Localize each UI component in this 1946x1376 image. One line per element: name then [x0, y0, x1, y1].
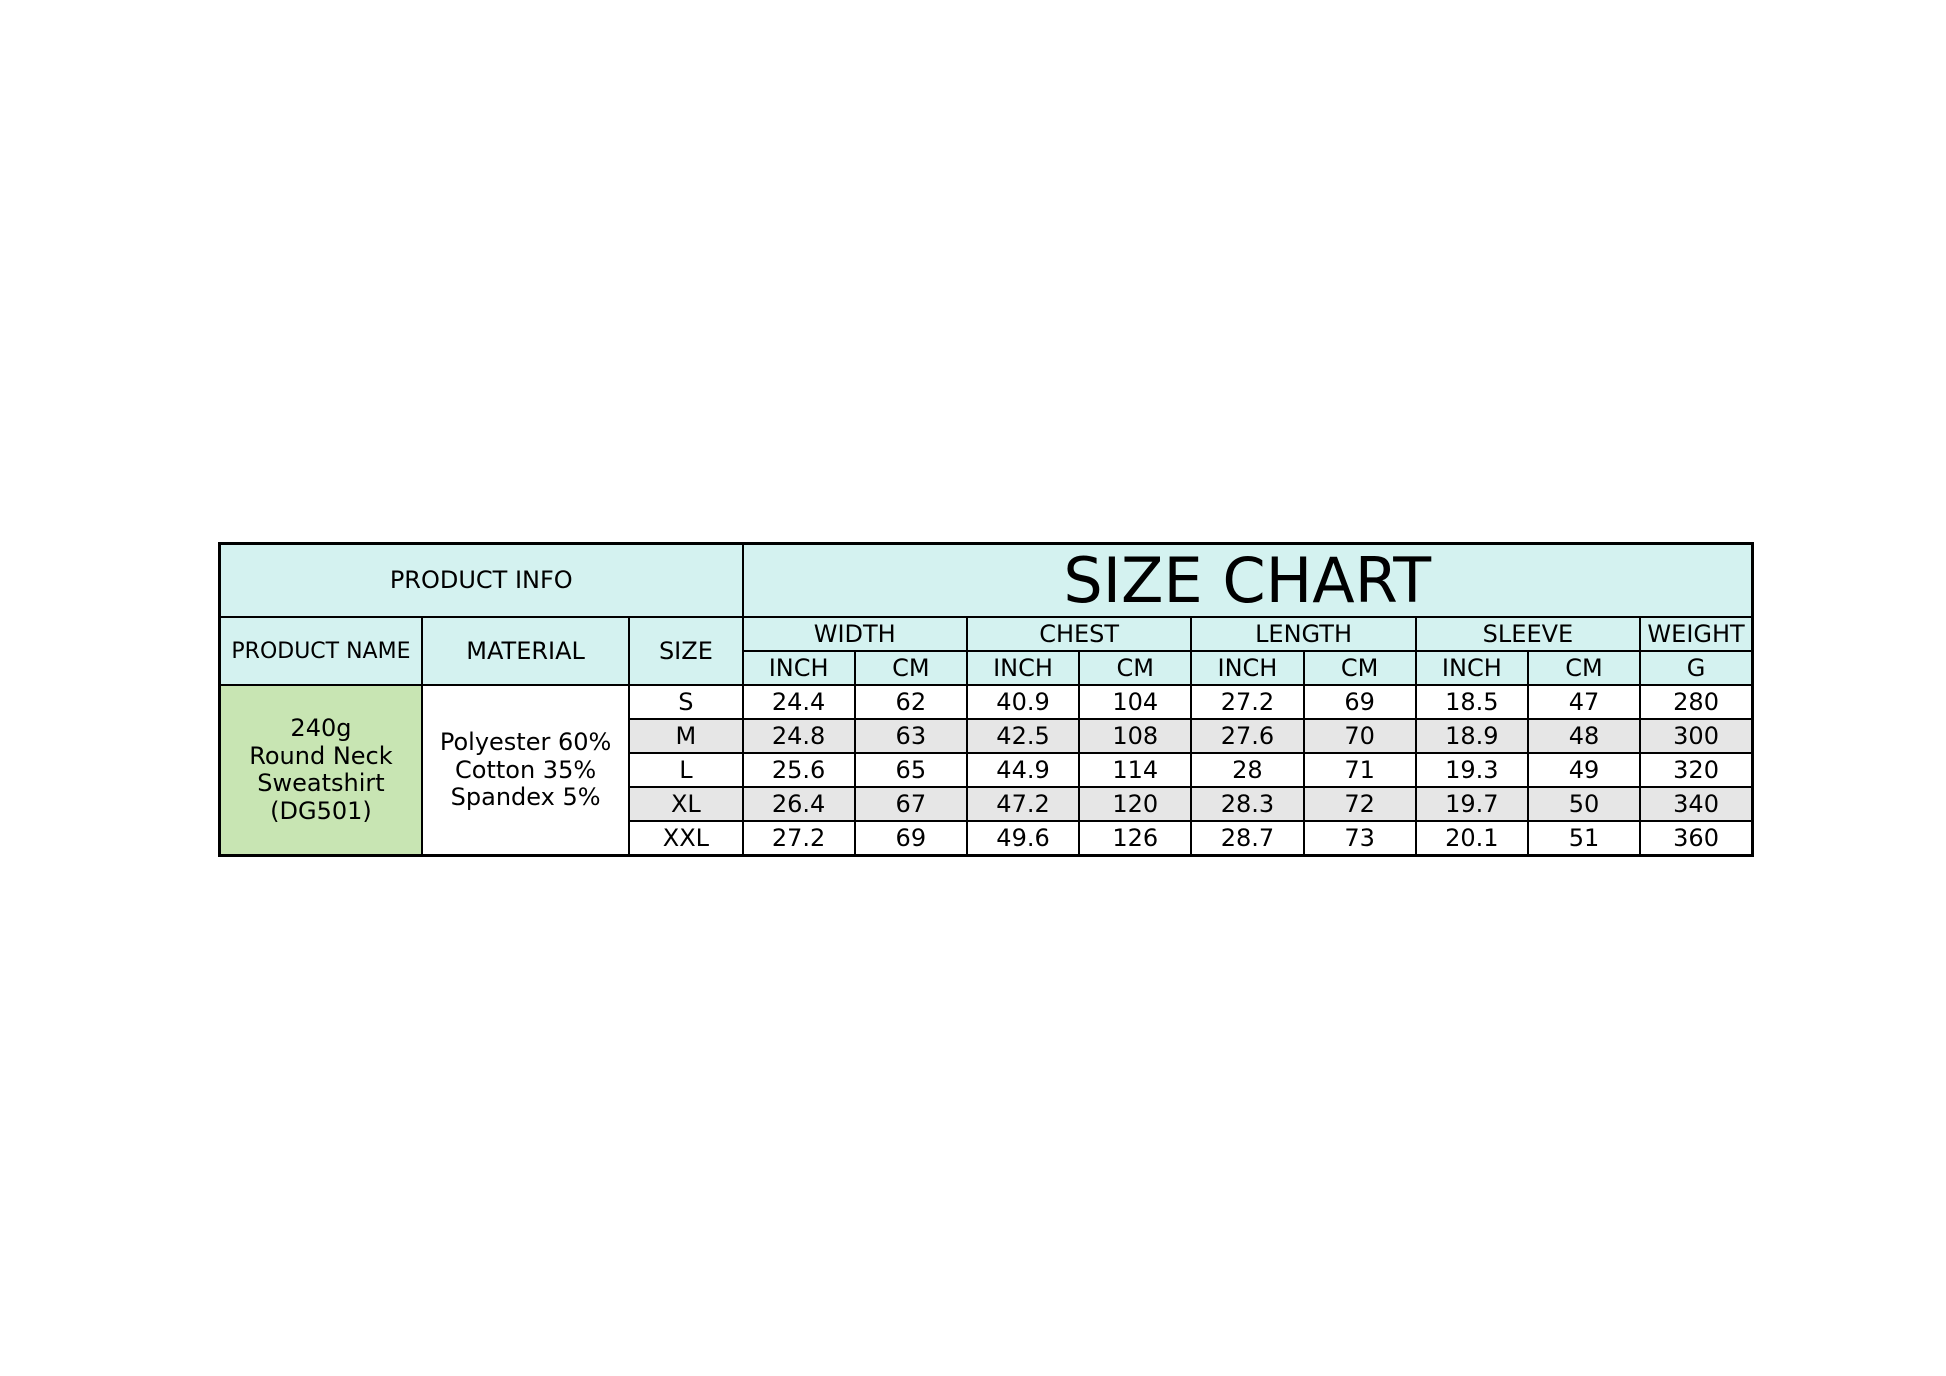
value-cell: 26.4 — [743, 787, 855, 821]
size-chart-title: SIZE CHART — [743, 544, 1753, 618]
value-cell: 49.6 — [967, 821, 1079, 856]
value-cell: 72 — [1304, 787, 1416, 821]
value-cell: 69 — [1304, 685, 1416, 719]
value-cell: 67 — [855, 787, 967, 821]
unit-header: CM — [1079, 651, 1191, 685]
width-header: WIDTH — [743, 617, 967, 651]
unit-header: INCH — [1416, 651, 1528, 685]
value-cell: 360 — [1640, 821, 1752, 856]
value-cell: 340 — [1640, 787, 1752, 821]
product-info-header: PRODUCT INFO — [220, 544, 743, 618]
material-line: Polyester 60% — [439, 727, 612, 756]
value-cell: 18.9 — [1416, 719, 1528, 753]
product-name-line: 240g — [290, 714, 352, 743]
value-cell: 63 — [855, 719, 967, 753]
size-cell: L — [629, 753, 742, 787]
value-cell: 280 — [1640, 685, 1752, 719]
value-cell: 24.4 — [743, 685, 855, 719]
material-line: Cotton 35% — [455, 755, 597, 784]
product-name-cell — [220, 685, 422, 856]
value-cell: 18.5 — [1416, 685, 1528, 719]
value-cell: 44.9 — [967, 753, 1079, 787]
value-cell: 19.7 — [1416, 787, 1528, 821]
product-name-line: Sweatshirt — [257, 769, 385, 798]
value-cell: 114 — [1079, 753, 1191, 787]
value-cell: 48 — [1528, 719, 1640, 753]
value-cell: 104 — [1079, 685, 1191, 719]
sleeve-header: SLEEVE — [1416, 617, 1640, 651]
value-cell: 19.3 — [1416, 753, 1528, 787]
value-cell: 71 — [1304, 753, 1416, 787]
unit-header: INCH — [743, 651, 855, 685]
unit-header: INCH — [1191, 651, 1303, 685]
value-cell: 51 — [1528, 821, 1640, 856]
value-cell: 28 — [1191, 753, 1303, 787]
value-cell: 65 — [855, 753, 967, 787]
value-cell: 320 — [1640, 753, 1752, 787]
chest-header: CHEST — [967, 617, 1191, 651]
size-cell: S — [629, 685, 742, 719]
product-name-line: (DG501) — [270, 796, 372, 825]
table-row — [220, 685, 1753, 719]
size-cell: XL — [629, 787, 742, 821]
size-header: SIZE — [629, 617, 742, 685]
value-cell: 73 — [1304, 821, 1416, 856]
size-chart-table — [218, 542, 1754, 857]
unit-header: CM — [1528, 651, 1640, 685]
value-cell: 50 — [1528, 787, 1640, 821]
value-cell: 25.6 — [743, 753, 855, 787]
value-cell: 70 — [1304, 719, 1416, 753]
value-cell: 28.3 — [1191, 787, 1303, 821]
weight-header: WEIGHT — [1640, 617, 1752, 651]
unit-header: CM — [855, 651, 967, 685]
value-cell: 62 — [855, 685, 967, 719]
unit-header: INCH — [967, 651, 1079, 685]
value-cell: 47 — [1528, 685, 1640, 719]
value-cell: 20.1 — [1416, 821, 1528, 856]
product-name-line: Round Neck — [249, 741, 393, 770]
size-cell: M — [629, 719, 742, 753]
value-cell: 49 — [1528, 753, 1640, 787]
value-cell: 27.2 — [743, 821, 855, 856]
material-cell — [422, 685, 629, 856]
value-cell: 120 — [1079, 787, 1191, 821]
value-cell: 28.7 — [1191, 821, 1303, 856]
product-name-header: PRODUCT NAME — [220, 617, 422, 685]
size-cell: XXL — [629, 821, 742, 856]
material-header: MATERIAL — [422, 617, 629, 685]
unit-header: G — [1640, 651, 1752, 685]
value-cell: 27.2 — [1191, 685, 1303, 719]
value-cell: 42.5 — [967, 719, 1079, 753]
value-cell: 300 — [1640, 719, 1752, 753]
value-cell: 24.8 — [743, 719, 855, 753]
length-header: LENGTH — [1191, 617, 1415, 651]
value-cell: 126 — [1079, 821, 1191, 856]
value-cell: 40.9 — [967, 685, 1079, 719]
value-cell: 47.2 — [967, 787, 1079, 821]
value-cell: 108 — [1079, 719, 1191, 753]
value-cell: 27.6 — [1191, 719, 1303, 753]
unit-header: CM — [1304, 651, 1416, 685]
material-line: Spandex 5% — [450, 783, 601, 812]
value-cell: 69 — [855, 821, 967, 856]
